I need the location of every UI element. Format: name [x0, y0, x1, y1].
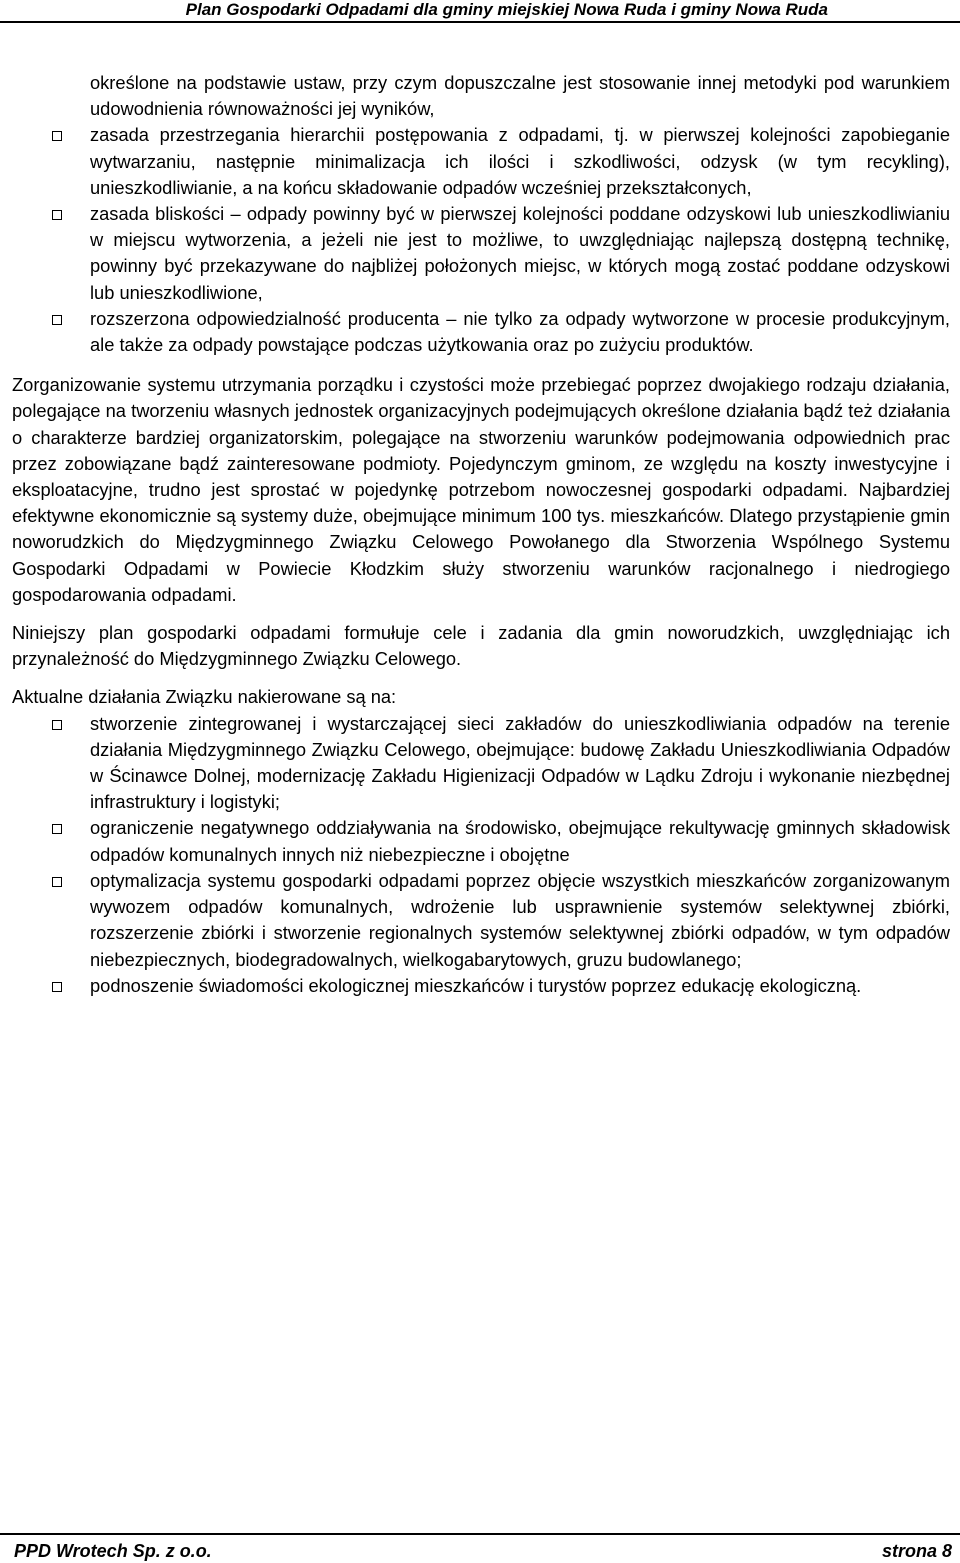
header-divider	[0, 21, 960, 23]
continuation-text: określone na podstawie ustaw, przy czym dopuszczalne jest stosowanie innej metodyki pod warunkiem udowodnienia równoważności jej wyników,	[90, 72, 950, 120]
list-item	[12, 815, 950, 867]
square-bullet-icon	[52, 877, 62, 887]
page-header	[0, 0, 960, 24]
list-item	[12, 306, 950, 358]
square-bullet-icon	[52, 210, 62, 220]
paragraph: Niniejszy plan gospodarki odpadami formułuje cele i zadania dla gmin noworudzkich, uwzględniając ich przynależność do Międzygminnego Związku Celowego.	[12, 622, 950, 670]
paragraph: Zorganizowanie systemu utrzymania porządku i czystości może przebiegać poprzez dwojakiego rodzaju działania, polegające na tworzeniu własnych jednostek organizacyjnych podejmujących określone działania bądź też działania o charakterze bardziej organizatorskim, polegające na stworzeniu warunków podejmowania odpowiednich prac przez zobowiązane bądź zainteresowane podmioty. Pojedynczym gminom, ze względu na koszty inwestycyjne i eksploatacyjne, trudno jest sprostać w pojedynkę potrzebom nowoczesnej gospodarki odpadami. Najbardziej efektywne ekonomicznie są systemy duże, obejmujące minimum 100 tys. mieszkańców. Dlatego przystąpienie gmin noworudzkich do Międzygminnego Związku Celowego Powołanego dla Stworzenia Wspólnego Systemu Gospodarki Odpadami w Powiecie Kłodzkim służy stworzeniu warunków racjonalnego i niedrogiego gospodarowania odpadami.	[12, 374, 950, 605]
page-number: strona 8	[881, 1541, 952, 1561]
list-item	[12, 201, 950, 306]
document-title: Plan Gospodarki Odpadami dla gminy miejskiej Nowa Ruda i gminy Nowa Ruda	[185, 0, 828, 19]
page-content	[12, 70, 950, 999]
list-item-text: rozszerzona odpowiedzialność producenta – nie tylko za odpady wytworzone w procesie produkcyjnym, ale także za odpady powstające podczas użytkowania oraz po zużyciu produktów.	[90, 307, 950, 356]
list-item	[12, 868, 950, 973]
list-item-text: ograniczenie negatywnego oddziaływania na środowisko, obejmujące rekultywację gminnych składowisk odpadów komunalnych innych niż niebezpieczne i obojętne	[90, 817, 950, 865]
square-bullet-icon	[52, 315, 62, 325]
footer-divider	[0, 1533, 960, 1535]
square-bullet-icon	[52, 131, 62, 141]
list-item	[12, 122, 950, 201]
list-item-text: zasada bliskości – odpady powinny być w pierwszej kolejności poddane odzyskowi lub unieszkodliwianiu w miejscu wytworzenia, a jeżeli nie jest to możliwe, to uwzględniając najlepszą dostępną technikę, powinny być przekazywane do najbliżej położonych miejsc, w których mogą zostać poddane odzyskowi lub unieszkodliwione,	[90, 203, 950, 303]
square-bullet-icon	[52, 720, 62, 730]
list-item	[12, 973, 950, 999]
actions-intro: Aktualne działania Związku nakierowane są na:	[12, 686, 397, 708]
list-item-text: stworzenie zintegrowanej i wystarczającej sieci zakładów do unieszkodliwiania odpadów na terenie działania Międzygminnego Związku Celowego, obejmujące: budowę Zakładu Unieszkodliwiania Odpadów w Ścinawce Dolnej, modernizację Zakładu Higienizacji Odpadów w Lądku Zdroju i wykonanie niezbędnej infrastruktury i logistyki;	[90, 712, 950, 813]
list-item-text: zasada przestrzegania hierarchii postępowania z odpadami, tj. w pierwszej kolejności zapobieganie wytwarzaniu, następnie minimalizacja ich ilości i szkodliwości, odzysk (w tym recykling), unieszkodliwianie, a na końcu składowanie odpadów wcześniej przekształconych,	[90, 124, 950, 198]
page-footer	[0, 1533, 960, 1563]
list-item-text: podnoszenie świadomości ekologicznej mieszkańców i turystów poprzez edukację ekologiczną.	[90, 974, 862, 996]
list-item	[12, 711, 950, 816]
square-bullet-icon	[52, 824, 62, 834]
principles-list	[12, 122, 950, 358]
actions-list	[12, 711, 950, 999]
company-name: PPD Wrotech Sp. z o.o.	[14, 1541, 212, 1561]
square-bullet-icon	[52, 982, 62, 992]
list-item-text: optymalizacja systemu gospodarki odpadami poprzez objęcie wszystkich mieszkańców zorganizowanym wywozem odpadów komunalnych, wdrożenie lub usprawnienie systemów selektywnej zbiórki, rozszerzenie zbiórki i stworzenie regionalnych systemów selektywnej zbiórki odpadów, w tym odpadów niebezpiecznych, biodegradowalnych, wielkogabarytowych, gruzu budowlanego;	[90, 869, 950, 970]
